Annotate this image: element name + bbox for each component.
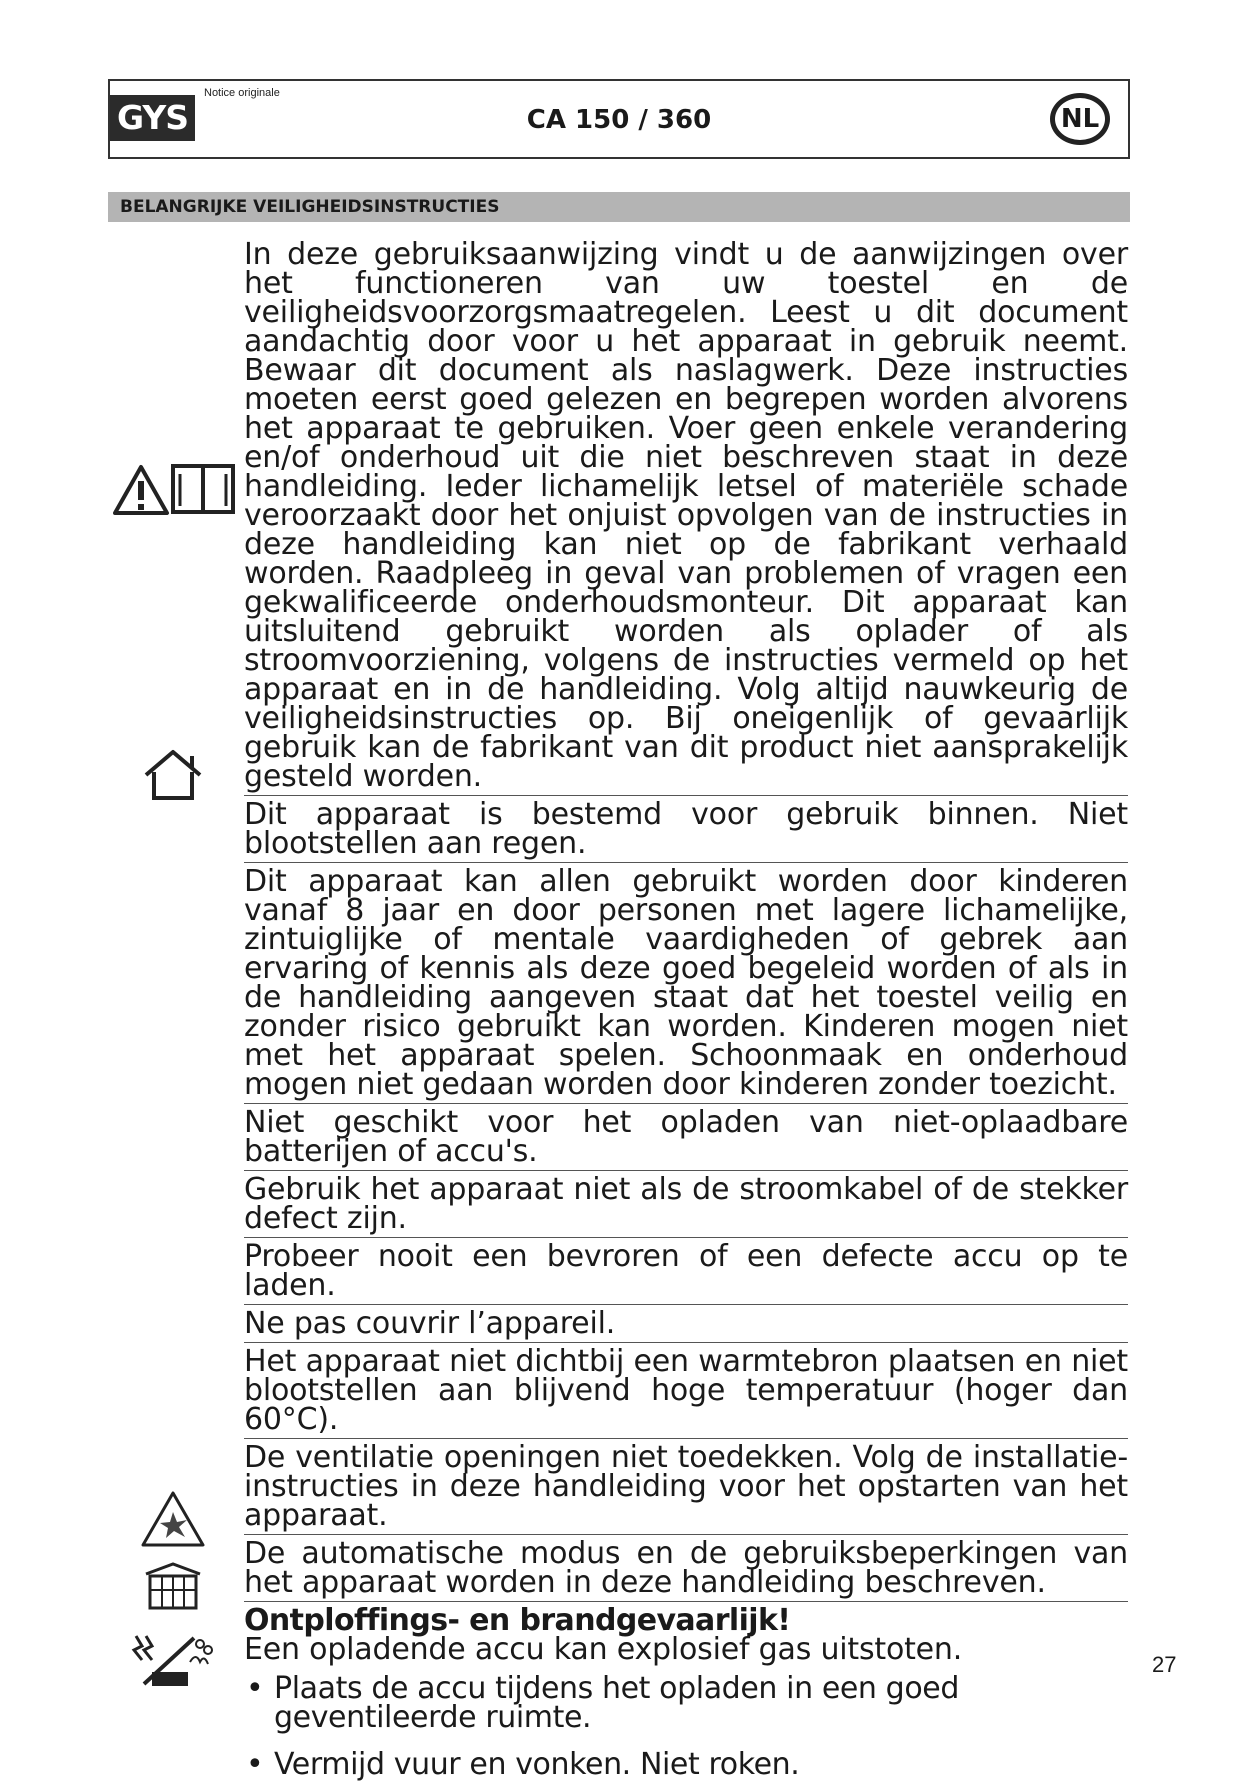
explosion-heading: Ontploffings- en brandgevaarlijk! bbox=[244, 1603, 791, 1638]
no-fire-bullet: Vermijd vuur en vonken. Niet roken. bbox=[274, 1747, 800, 1782]
intro-paragraph: In deze gebruiksaanwijzing vindt u de aanwijzingen over het functioneren van uw toestel en de veiligheidsvoorzorgsmaatregelen. Leest u dit document aandachtig door voor u het apparaat in gebruik neemt. Bewaar dit document als naslagwerk. Deze instructies moeten eerst goed gelezen en begrepen worden alvorens het apparaat te gebruiken. Voer geen enkele verandering en/of onderhoud uit die niet beschreven staat in deze handleiding. Ieder lichamelijk letsel of materiële schade veroorzaakt door het onjuist opvolgen van de instructies in deze handleiding kan niet op de fabrikant verhaald worden. Raadpleeg in geval van problemen of vragen een gekwalificeerde onderhoudsmonteur. Dit apparaat kan uitsluitend gebruikt worden als oplader of als stroomvoorziening, volgens de instructies vermeld op het apparaat en in de handleiding. Volg altijd nauwkeurig de veiligheidsinstructies op. Bij oneigenlijk of gevaarlijk gebruik kan de fabrikant van dit product niet aansprakelijk gesteld worden. bbox=[244, 237, 1128, 794]
no-fire-sparks-icon bbox=[130, 1632, 216, 1690]
explosion-text: Een opladende accu kan explosief gas uitstoten. bbox=[244, 1632, 963, 1667]
heat-source-paragraph: Het apparaat niet dichtbij een warmtebron plaatsen en niet blootstellen aan blijvend hoge temperatuur (hoger dan 60°C). bbox=[244, 1344, 1128, 1437]
automatic-mode-paragraph: De automatische modus en de gebruiksbeperkingen van het apparaat worden in deze handleiding beschreven. bbox=[244, 1536, 1128, 1600]
language-badge: NL bbox=[1050, 93, 1110, 145]
page-number: 27 bbox=[1152, 1652, 1177, 1677]
indoor-house-icon bbox=[142, 748, 204, 802]
non-rechargeable-paragraph: Niet geschikt voor het opladen van niet-oplaadbare batterijen of accu's. bbox=[244, 1105, 1128, 1169]
indoor-use-paragraph: Dit apparaat is bestemd voor gebruik binnen. Niet blootstellen aan regen. bbox=[244, 797, 1128, 861]
ventilation-paragraph: De ventilatie openingen niet toedekken. Volg de installatie-instructies in deze handleiding voor het opstarten van het apparaat. bbox=[244, 1440, 1128, 1533]
explosion-hazard-icon bbox=[140, 1490, 206, 1548]
list-item bbox=[244, 1747, 1128, 1782]
manual-book-icon bbox=[170, 462, 236, 516]
ventilate-bullet: Plaats de accu tijdens het opladen in een goed geventileerde ruimte. bbox=[274, 1671, 959, 1735]
gys-logo: GYS bbox=[110, 95, 195, 141]
ventilated-room-icon bbox=[142, 1560, 204, 1612]
children-paragraph: Dit apparaat kan allen gebruikt worden door kinderen vanaf 8 jaar en door personen met lagere lichamelijke, zintuiglijke of mentale vaardigheden of gebrek aan ervaring of kennis als deze goed begeleid worden of als in de handleiding aangeven staat dat het toestel veilig en zonder risico gebruikt kan worden. Kinderen mogen niet met het apparaat spelen. Schoonmaak en onderhoud mogen niet gedaan worden door kinderen zonder toezicht. bbox=[244, 864, 1128, 1102]
bullet-symbol: • bbox=[246, 1671, 264, 1706]
do-not-cover-paragraph: Ne pas couvrir l’appareil. bbox=[244, 1309, 1128, 1343]
frozen-battery-paragraph: Probeer nooit een bevroren of een defecte accu op te laden. bbox=[244, 1239, 1128, 1303]
warning-icon bbox=[112, 464, 170, 516]
header bbox=[108, 79, 1130, 159]
notice-label: Notice originale bbox=[204, 87, 280, 99]
document-title: CA 150 / 360 bbox=[526, 105, 712, 135]
section-title: BELANGRIJKE VEILIGHEIDSINSTRUCTIES bbox=[108, 192, 1130, 222]
safety-instructions bbox=[244, 237, 1128, 1782]
defect-cable-paragraph: Gebruik het apparaat niet als de stroomkabel of de stekker defect zijn. bbox=[244, 1172, 1128, 1236]
bullet-symbol: • bbox=[246, 1747, 264, 1782]
list-item bbox=[244, 1671, 1128, 1735]
